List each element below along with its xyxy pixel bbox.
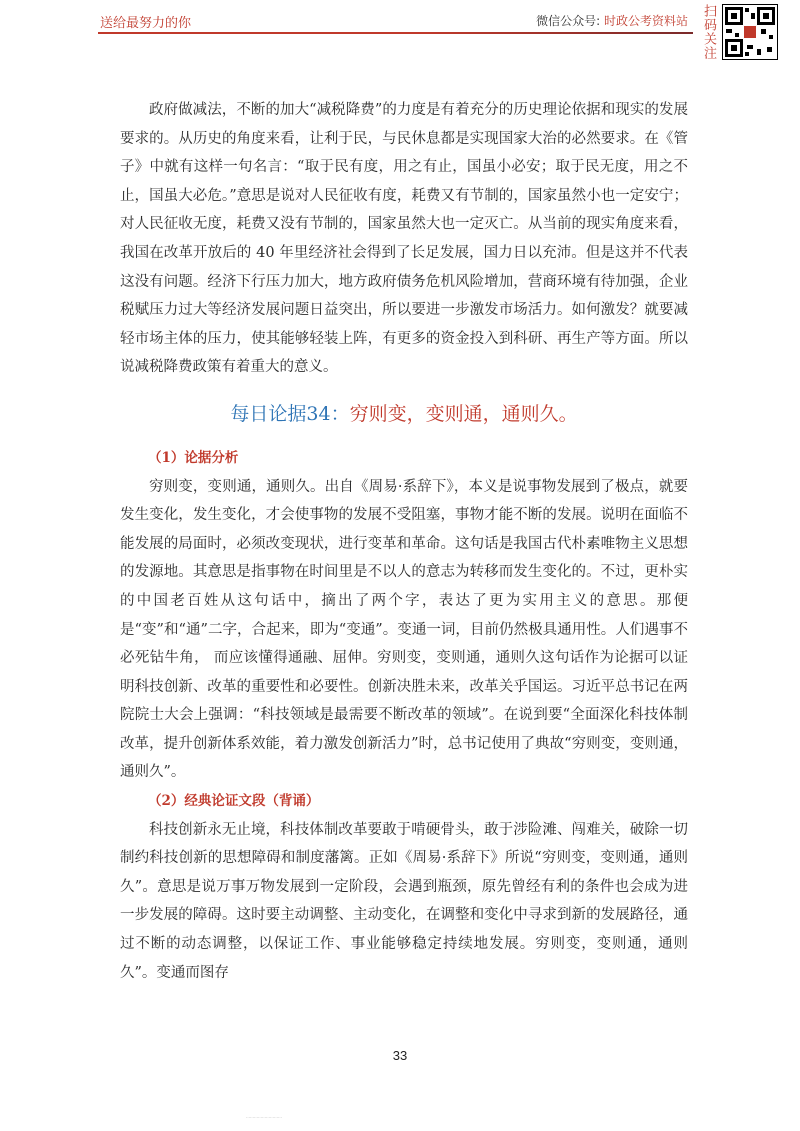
analysis-paragraph: 穷则变，变则通，通则久。出自《周易·系辞下》，本义是说事物发展到了极点，就要发生变化，发生变化，才会使事物的发展不受阻塞，事物才能不断的发展。说明在面临不能发展的局面时，必须改变现状，进行变革和革命。这句话是我国古代朴素唯物主义思想的发源地。其意思是指事物在时间里是不以人的意志为转移而发生变化的。不过，更朴实的中国老百姓从这句话中，摘出了两个字，表达了更为实用主义的意思。那便是“变”和“通”二字，合起来，即为“变通”。变通一词，目前仍然极具通用性。人们遇事不必死钻牛角， 而应该懂得通融、屈伸。穷则变，变则通，通则久这句话作为论据可以证明科技创新、改革的重要性和必要性。创新决胜未来，改革关乎国运。习近平总书记在两院院士大会上强调：“科技领域是最需要不断改革的领域”。在说到要“全面深化科技体制改革，提升创新体系效能，着力激发创新活力”时，总书记使用了典故“穷则变，变则通，通则久”。 <box>120 478 688 781</box>
document-body <box>120 96 688 987</box>
qr-code-icon[interactable] <box>722 4 778 60</box>
account-name[interactable]: 时政公考资料站 <box>603 14 688 28</box>
intro-paragraph: 政府做减法，不断的加大“减税降费”的力度是有着充分的历史理论依据和现实的发展要求的。从历史的角度来看，让利于民，与民休息都是实现国家大治的必然要求。在《管子》中就有这样一句名言：“取于民有度，用之有止，国虽小必安；取于民无度，用之不止，国虽大必危。”意思是说对人民征收有度，耗费又有节制的，国家虽然小也一定安宁；对人民征收无度，耗费又没有节制的，国家虽然大也一定灭亡。从当前的现实角度来看，我国在改革开放后的 40 年里经济社会得到了长足发展，国力日以充沛。但是这并不代表这没有问题。经济下行压力加大，地方政府债务危机风险增加，营商环境有待加强，企业税赋压力过大等经济发展问题日益突出，所以要进一步激发市场活力。如何激发？就要减轻市场主体的压力，使其能够轻装上阵，有更多的资金投入到科研、再生产等方面。所以说减税降费政策有着重大的意义。 <box>120 102 688 376</box>
section-title-main: 穷则变，变则通，通则久。 <box>349 402 578 425</box>
header-slogan: 送给最努力的你 <box>100 16 192 31</box>
scan-follow-label: 扫码关注 <box>701 4 716 60</box>
section-title-prefix: 每日论据34： <box>230 402 350 425</box>
page-header <box>0 0 800 60</box>
subsection-heading-passage: （2）经典论证文段（背诵） <box>148 793 320 810</box>
section-title <box>120 398 688 430</box>
footnote: ……………………… <box>246 1114 282 1119</box>
passage-paragraph: 科技创新永无止境，科技体制改革要敢于啃硬骨头，敢于涉险滩、闯难关，破除一切制约科技创新的思想障碍和制度藩篱。正如《周易·系辞下》所说“穷则变，变则通，通则久”。意思是说万事万物发展到一定阶段，会遇到瓶颈，原先曾经有利的条件也会成为进一步发展的障碍。这时要主动调整、主动变化，在调整和变化中寻求到新的发展路径，通过不断的动态调整，以保证工作、事业能够稳定持续地发展。穷则变，变则通，通则久”。变通而图存 <box>120 821 688 981</box>
page-number: 33 <box>392 1048 408 1063</box>
subsection-heading-analysis: （1）论据分析 <box>148 449 239 466</box>
header-divider <box>98 32 693 34</box>
account-label: 微信公众号: <box>536 14 604 28</box>
header-account <box>536 12 688 29</box>
